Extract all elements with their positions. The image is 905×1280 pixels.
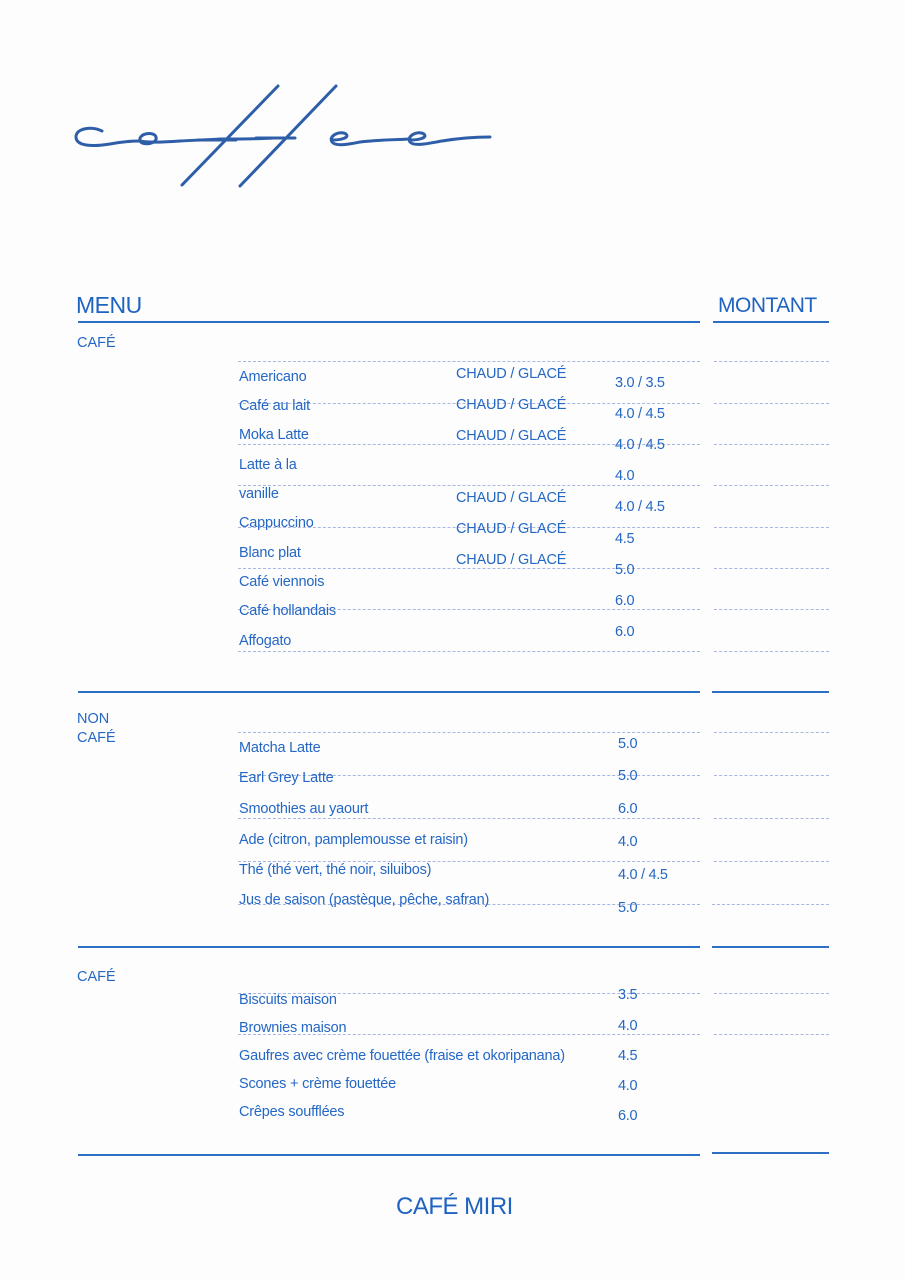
menu-item-price: 4.0 [615,468,635,484]
menu-item-price: 4.0 [618,1078,638,1094]
menu-item-price: 6.0 [618,801,638,817]
menu-item-price: 4.0 / 4.5 [618,867,668,883]
header-rule-right [713,321,829,323]
menu-item-price: 4.5 [615,531,635,547]
menu-item-price: 5.0 [618,736,638,752]
footer-brand: CAFÉ MIRI [396,1193,513,1220]
dashed-rule [238,485,700,486]
section-rule-right [712,946,829,948]
menu-item-name: Latte à la [239,457,297,473]
menu-item-name: Cappuccino [239,515,314,531]
menu-item-price: 4.0 [618,1018,638,1034]
dashed-rule [238,651,700,652]
amount-dashed-rule [714,361,829,362]
amount-dashed-rule [714,444,829,445]
section-label-non-cafe: NON CAFÉ [77,711,116,746]
menu-item-price: 3.0 / 3.5 [615,375,665,391]
menu-item-option: CHAUD / GLACÉ [456,397,567,413]
menu-item-option: CHAUD / GLACÉ [456,428,567,444]
amount-dashed-rule [714,732,829,733]
menu-item-name: Ade (citron, pamplemousse et raisin) [239,832,468,848]
amount-dashed-rule [714,568,829,569]
section-rule-right [712,691,829,693]
section-rule-right [712,1152,829,1154]
menu-item-name: Café viennois [239,574,325,590]
dashed-rule [238,818,700,819]
amount-dashed-rule [714,609,829,610]
menu-item-option: CHAUD / GLACÉ [456,552,567,568]
menu-item-name: Matcha Latte [239,740,321,756]
amount-dashed-rule [714,651,829,652]
menu-item-name: Earl Grey Latte [239,770,334,786]
menu-item-name: Americano [239,369,307,385]
amount-dashed-rule [714,485,829,486]
menu-item-name: Biscuits maison [239,992,337,1008]
section-label-cafe-desserts: CAFÉ [77,969,116,985]
menu-item-price: 6.0 [615,624,635,640]
menu-item-name: Jus de saison (pastèque, pêche, safran) [239,892,490,908]
menu-item-option: CHAUD / GLACÉ [456,366,567,382]
menu-item-price: 5.0 [618,900,638,916]
amount-dashed-rule [712,904,829,905]
menu-item-name: Scones + crème fouettée [239,1076,397,1092]
menu-item-price: 3.5 [618,987,638,1003]
menu-item-name: Smoothies au yaourt [239,801,369,817]
menu-item-price: 4.0 / 4.5 [615,406,665,422]
dashed-rule [238,361,700,362]
menu-item-name: Blanc plat [239,545,301,561]
menu-item-name: Café hollandais [239,603,336,619]
amount-dashed-rule [714,775,829,776]
amount-dashed-rule [714,993,829,994]
amount-dashed-rule [714,527,829,528]
menu-item-name: Thé (thé vert, thé noir, siluibos) [239,862,432,878]
menu-item-name: Crêpes soufflées [239,1104,345,1120]
menu-item-price: 4.0 [618,834,638,850]
menu-item-name: Gaufres avec crème fouettée (fraise et okoripanana) [239,1048,565,1064]
menu-item-name: Moka Latte [239,427,309,443]
amount-heading: MONTANT [718,294,817,317]
menu-item-price: 6.0 [618,1108,638,1124]
coffee-script-logo [70,80,500,195]
menu-item-price: 4.5 [618,1048,638,1064]
amount-dashed-rule [714,403,829,404]
menu-item-price: 4.0 / 4.5 [615,499,665,515]
menu-item-name: Affogato [239,633,292,649]
amount-dashed-rule [714,861,829,862]
dashed-rule [238,732,700,733]
menu-item-option: CHAUD / GLACÉ [456,490,567,506]
menu-item-name: vanille [239,486,279,502]
menu-item-price: 5.0 [615,562,635,578]
menu-item-price: 5.0 [618,768,638,784]
header-rule-left [78,321,700,323]
menu-heading: MENU [76,292,142,318]
menu-item-name: Brownies maison [239,1020,347,1036]
section-label-cafe: CAFÉ [77,335,116,351]
menu-item-option: CHAUD / GLACÉ [456,521,567,537]
section-rule-left [78,946,700,948]
menu-item-name: Café au lait [239,398,310,414]
section-rule-left [78,691,700,693]
menu-item-price: 4.0 / 4.5 [615,437,665,453]
amount-dashed-rule [714,1034,829,1035]
section-rule-left [78,1154,700,1156]
amount-dashed-rule [714,818,829,819]
menu-item-price: 6.0 [615,593,635,609]
